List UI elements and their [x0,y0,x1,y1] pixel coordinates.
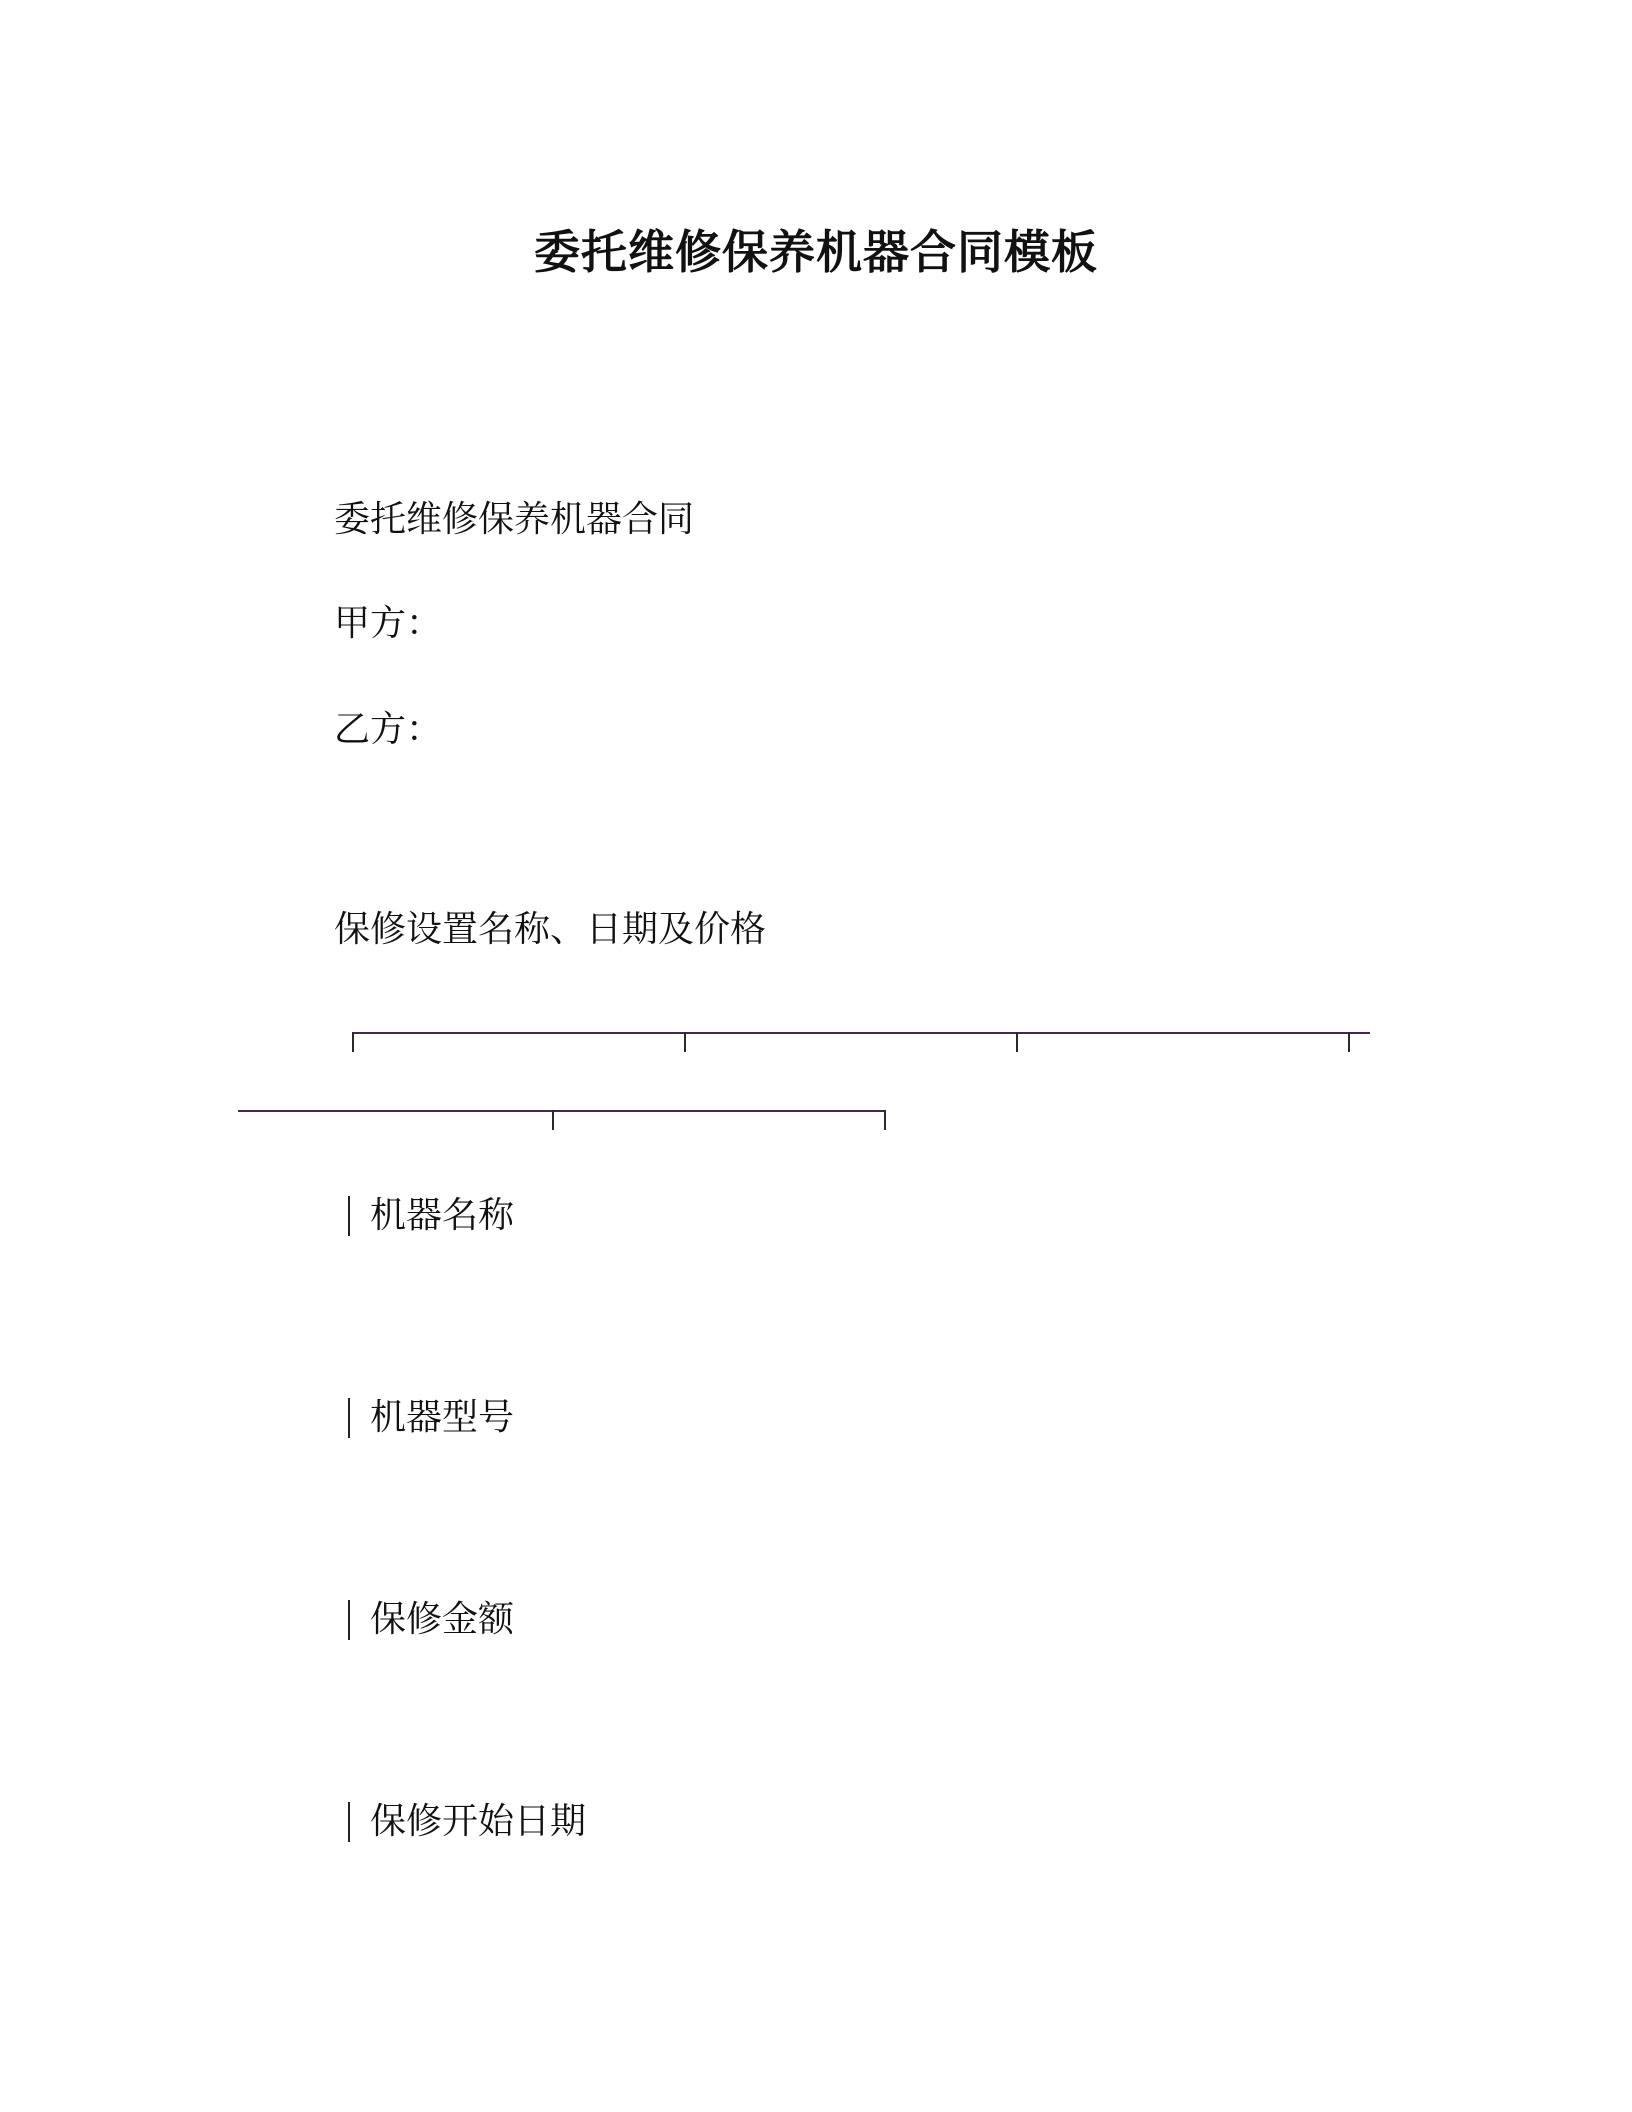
table-top-rule [352,1032,1370,1034]
row-label: 机器型号 [370,1397,515,1438]
table-column-tick [684,1032,686,1052]
table-column-tick [1016,1032,1018,1052]
document-title: 委托维修保养机器合同模板 [534,225,1098,279]
cell-border [348,1600,350,1640]
table-row [348,1392,514,1444]
table-row [348,1594,514,1646]
row-label: 机器名称 [370,1195,515,1236]
table-column-tick [552,1110,554,1130]
table-second-rule [238,1110,886,1112]
cell-border [348,1398,350,1438]
table-row [348,1796,586,1848]
table-row [348,1190,514,1242]
table-column-tick [352,1032,354,1052]
party-a-label: 甲方： [334,603,443,644]
contract-subtitle: 委托维修保养机器合同 [334,499,695,540]
cell-border [348,1802,350,1842]
section-heading: 保修设置名称、日期及价格 [334,909,767,950]
party-b-label: 乙方： [334,709,443,750]
cell-border [348,1196,350,1236]
table-column-tick [884,1110,886,1130]
row-label: 保修金额 [370,1599,515,1640]
table-column-tick [1348,1032,1350,1052]
row-label: 保修开始日期 [370,1801,587,1842]
